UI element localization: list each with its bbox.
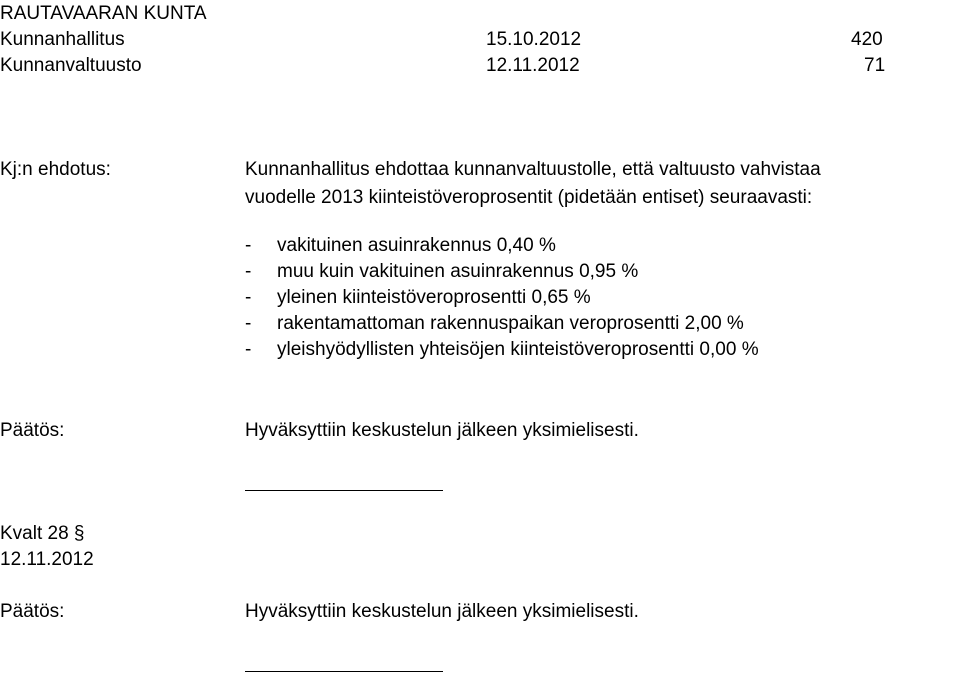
header-section-kunnanvaltuusto: 71: [864, 55, 886, 76]
list-item-text: yleishyödyllisten yhteisöjen kiinteistöveroprosentti 0,00 %: [277, 339, 759, 360]
list-bullet: -: [245, 261, 252, 282]
header-body-kunnanvaltuusto: Kunnanvaltuusto: [0, 55, 142, 76]
list-item-text: yleinen kiinteistöveroprosentti 0,65 %: [277, 287, 591, 308]
list-bullet: -: [245, 313, 252, 334]
organization-name: RAUTAVAARAN KUNTA: [0, 3, 207, 24]
list-bullet: -: [245, 339, 252, 360]
proposal-text: [245, 157, 821, 210]
decision-text-1: Hyväksyttiin keskustelun jälkeen yksimielisesti.: [245, 420, 639, 441]
decision-text-2: Hyväksyttiin keskustelun jälkeen yksimielisesti.: [245, 601, 639, 622]
proposal-text-line-1: Kunnanhallitus ehdottaa kunnanvaltuustolle, että valtuusto vahvistaa: [245, 159, 821, 180]
header-body-kunnanhallitus: Kunnanhallitus: [0, 29, 125, 50]
signature-rule-1: [245, 490, 443, 491]
header-date-kunnanhallitus: 15.10.2012: [486, 29, 582, 50]
list-item-text: rakentamattoman rakennuspaikan veroprosentti 2,00 %: [277, 313, 744, 334]
proposal-label: Kj:n ehdotus:: [0, 159, 111, 180]
list-bullet: -: [245, 287, 252, 308]
header-section-kunnanhallitus: 420: [851, 29, 883, 50]
list-item-text: muu kuin vakituinen asuinrakennus 0,95 %: [277, 261, 639, 282]
list-bullet: -: [245, 235, 252, 256]
decision-label-1: Päätös:: [0, 420, 65, 441]
proposal-text-line-2: vuodelle 2013 kiinteistöveroprosentit (pidetään entiset) seuraavasti:: [245, 187, 813, 208]
signature-rule-2: [245, 671, 443, 672]
list-item-text: vakituinen asuinrakennus 0,40 %: [277, 235, 556, 256]
section-reference-date: 12.11.2012: [0, 549, 94, 570]
header-date-kunnanvaltuusto: 12.11.2012: [486, 55, 580, 76]
decision-label-2: Päätös:: [0, 601, 65, 622]
section-reference: Kvalt 28 §: [0, 523, 85, 544]
